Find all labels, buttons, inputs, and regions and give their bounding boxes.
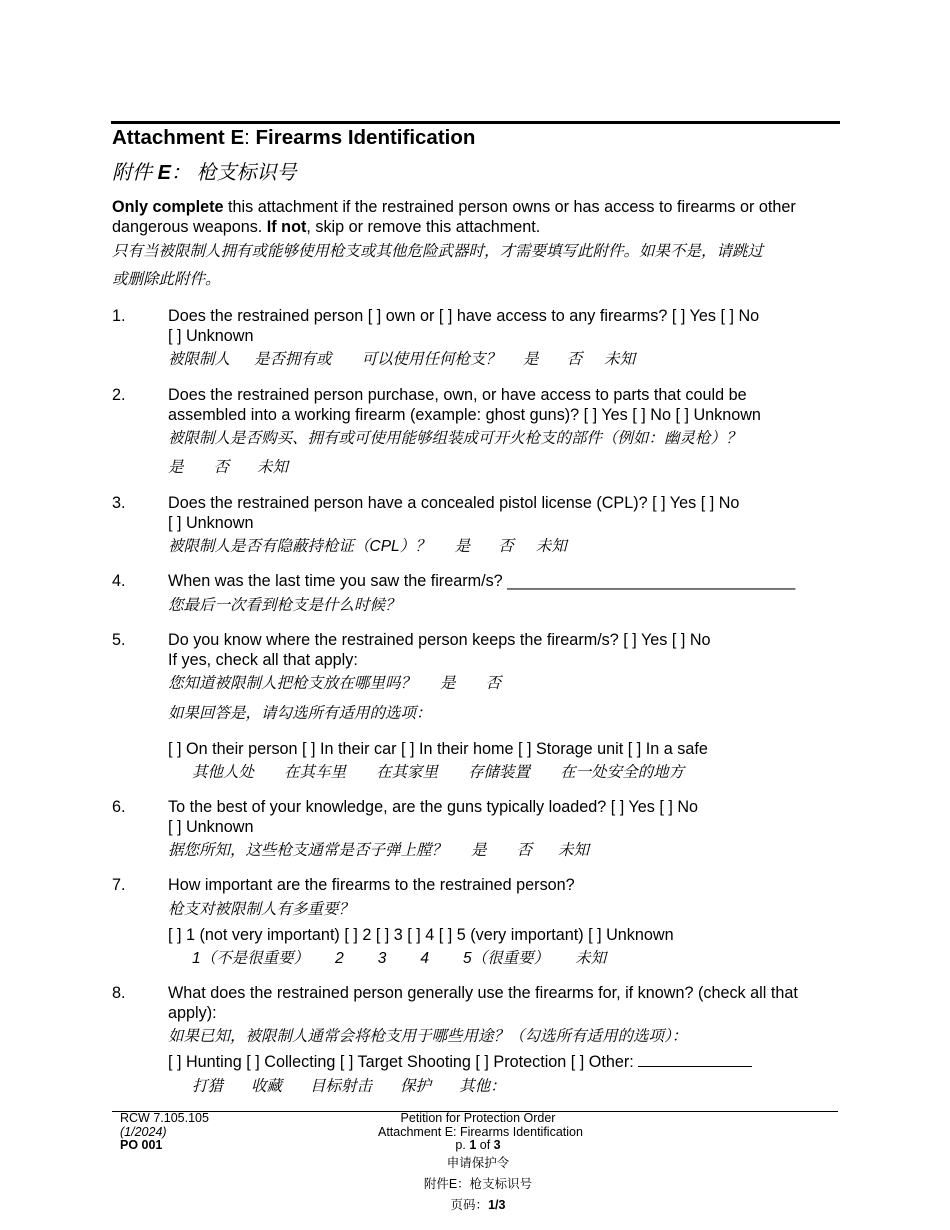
q5-opt-zh: 在一处安全的地方	[560, 764, 685, 781]
question-5-zh	[168, 674, 501, 694]
page-zh-value: 1/3	[488, 1198, 506, 1212]
title-zh-e: E	[157, 162, 171, 184]
footer-page-zh	[378, 1198, 578, 1212]
question-7-importance-options[interactable]: [ ] 1 (not very important) [ ] 2 [ ] 3 [ ] 4 [ ] 5 (very important) [ ] Unknown	[168, 926, 674, 944]
question-6-zh	[168, 841, 589, 861]
question-4-number: 4.	[112, 572, 126, 590]
q4-label: When was the last time you saw the firearm/s?	[168, 572, 508, 590]
intro-line-2	[112, 217, 540, 237]
intro-bold-if-not: If not	[266, 218, 307, 236]
q5-opt-zh: 在其车里	[284, 764, 347, 781]
question-5-followup: If yes, check all that apply:	[168, 651, 358, 669]
footer-page	[378, 1138, 578, 1152]
question-5-number: 5.	[112, 631, 126, 649]
q3-zh-unknown: 未知	[535, 538, 567, 555]
q5-opt-zh: 存储装置	[468, 764, 531, 781]
question-1-number: 1.	[112, 307, 126, 325]
q2-zh-yes: 是	[168, 459, 184, 476]
q8-opt-zh: 保护	[400, 1078, 432, 1095]
page-total: 3	[493, 1138, 501, 1152]
title-suffix: Firearms Identification	[249, 126, 476, 149]
question-6-text[interactable]: To the best of your knowledge, are the guns typically loaded? [ ] Yes [ ] No	[168, 798, 699, 816]
q3-zh-no: 否	[498, 538, 514, 555]
question-7-zh: 枪支对被限制人有多重要？	[168, 901, 355, 918]
question-8-zh: 如果已知，被限制人通常会将枪支用于哪些用途？（勾选所有适用的选项）：	[168, 1028, 688, 1045]
title-prefix: Attachment E	[112, 126, 245, 149]
question-3-zh	[168, 537, 567, 557]
question-3-number: 3.	[112, 494, 126, 512]
question-6-number: 6.	[112, 798, 126, 816]
page-zh-label: 页码：	[450, 1198, 489, 1212]
question-1-unknown-option[interactable]: [ ] Unknown	[168, 327, 254, 345]
question-8-number: 8.	[112, 984, 126, 1002]
question-7-importance-options-zh	[192, 949, 606, 969]
intro-zh-1: 只有当被限制人拥有或能够使用枪支或其他危险武器时，才需要填写此附件。如果不是，请跳过	[112, 243, 764, 260]
question-5-location-options-zh	[192, 763, 684, 783]
page-title	[112, 126, 475, 150]
q7-opt-zh: 2	[335, 950, 344, 967]
q5-zh-no: 否	[485, 675, 502, 692]
page-pre: p.	[455, 1138, 470, 1152]
question-2-text-1: Does the restrained person purchase, own, or have access to parts that could be	[168, 386, 747, 404]
intro-text-1: this attachment if the restrained person owns or has access to firearms or other	[223, 198, 796, 216]
title-zh-pre: 附件	[112, 162, 158, 184]
q1-zh-part: 是否拥有或	[254, 351, 332, 368]
q6-zh-part: 据您所知，这些枪支通常是否子弹上膛？	[168, 842, 448, 859]
q7-opt-zh: 4	[420, 950, 429, 967]
footer-form-id: PO 001	[120, 1138, 163, 1152]
other-input[interactable]	[638, 1052, 752, 1067]
question-7-text: How important are the firearms to the restrained person?	[168, 876, 575, 894]
footer-doc-title-zh: 申请保护令	[446, 1156, 510, 1170]
question-4-zh: 您最后一次看到枪支是什么时候？	[168, 597, 401, 614]
page-mid: of	[476, 1138, 494, 1152]
question-8-text-2: apply):	[168, 1004, 217, 1022]
intro-text-2-pre: dangerous weapons.	[112, 218, 267, 236]
q6-zh-unknown: 未知	[558, 842, 590, 859]
question-1-text[interactable]: Does the restrained person [ ] own or [ ] have access to any firearms? [ ] Yes [ ] No	[168, 307, 760, 325]
footer-attachment-zh: 附件E：枪支标识号	[423, 1177, 533, 1191]
q6-zh-no: 否	[516, 842, 533, 859]
q1-zh-unknown: 未知	[604, 351, 636, 368]
q7-opt-zh: 未知	[575, 950, 607, 967]
question-4-text	[168, 571, 795, 591]
page-title-zh	[112, 156, 296, 185]
intro-text-2-post: , skip or remove this attachment.	[306, 218, 541, 236]
question-8-use-options-zh	[192, 1077, 506, 1097]
title-zh-post: ： 枪支标识号	[170, 162, 297, 184]
intro-zh-2: 或删除此附件。	[112, 271, 221, 288]
question-7-number: 7.	[112, 876, 126, 894]
footer-revision: (1/2024)	[120, 1125, 167, 1139]
intro-bold-only-complete: Only complete	[112, 198, 224, 216]
q1-zh-part: 被限制人	[168, 351, 231, 368]
question-5-zh-followup: 如果回答是，请勾选所有适用的选项：	[168, 705, 432, 722]
intro-line-1	[112, 197, 796, 217]
q2-zh-no: 否	[213, 459, 230, 476]
question-8-use-options	[168, 1052, 752, 1072]
q3-zh-part: 被限制人是否有隐蔽持枪证（CPL）？	[168, 538, 431, 555]
question-3-text[interactable]: Does the restrained person have a concealed pistol license (CPL)? [ ] Yes [ ] No	[168, 494, 740, 512]
q5-opt-zh: 其他人处	[192, 764, 255, 781]
last-seen-input[interactable]: ________________________________	[507, 572, 796, 590]
question-2-zh: 被限制人是否购买、拥有或可使用能够组装成可开火枪支的部件（例如：幽灵枪）？	[168, 430, 742, 447]
q1-zh-no: 否	[566, 351, 583, 368]
question-5-location-options[interactable]: [ ] On their person [ ] In their car [ ] In their home [ ] Storage unit [ ] In a safe	[168, 740, 708, 758]
q6-zh-yes: 是	[471, 842, 487, 859]
q7-opt-zh: 5（很重要）	[463, 950, 550, 967]
question-2-number: 2.	[112, 386, 126, 404]
question-2-text-2[interactable]: assembled into a working firearm (example: ghost guns)? [ ] Yes [ ] No [ ] Unknown	[168, 406, 761, 424]
question-6-unknown-option[interactable]: [ ] Unknown	[168, 818, 254, 836]
q7-opt-zh: 1（不是很重要）	[192, 950, 310, 967]
q8-opt-zh: 其他：	[459, 1078, 506, 1095]
q8-opt-zh: 打猎	[192, 1078, 224, 1095]
q1-zh-part: 可以使用任何枪支？	[361, 351, 502, 368]
q8-opt-zh: 收藏	[251, 1078, 283, 1095]
top-rule	[111, 121, 840, 124]
page-num: 1	[469, 1138, 477, 1152]
q5-zh-part: 您知道被限制人把枪支放在哪里吗？	[168, 675, 417, 692]
q8-options[interactable]: [ ] Hunting [ ] Collecting [ ] Target Shooting [ ] Protection [ ] Other:	[168, 1053, 639, 1071]
question-1-zh	[168, 350, 635, 370]
question-5-text[interactable]: Do you know where the restrained person keeps the firearm/s? [ ] Yes [ ] No	[168, 631, 711, 649]
footer-doc-title: Petition for Protection Order	[400, 1111, 556, 1125]
q3-zh-yes: 是	[454, 538, 471, 555]
title-colon: :	[244, 126, 250, 149]
question-2-zh-options	[168, 458, 288, 478]
q1-zh-yes: 是	[523, 351, 539, 368]
q2-zh-unknown: 未知	[257, 459, 289, 476]
q8-opt-zh: 目标射击	[310, 1078, 373, 1095]
q5-opt-zh: 在其家里	[376, 764, 439, 781]
question-8-text-1: What does the restrained person generally use the firearms for, if known? (check all that	[168, 984, 798, 1002]
question-3-unknown-option[interactable]: [ ] Unknown	[168, 514, 254, 532]
q7-opt-zh: 3	[377, 950, 387, 967]
footer-statute: RCW 7.105.105	[120, 1111, 209, 1125]
q5-zh-yes: 是	[440, 675, 456, 692]
footer-attachment: Attachment E: Firearms Identification	[378, 1125, 583, 1139]
